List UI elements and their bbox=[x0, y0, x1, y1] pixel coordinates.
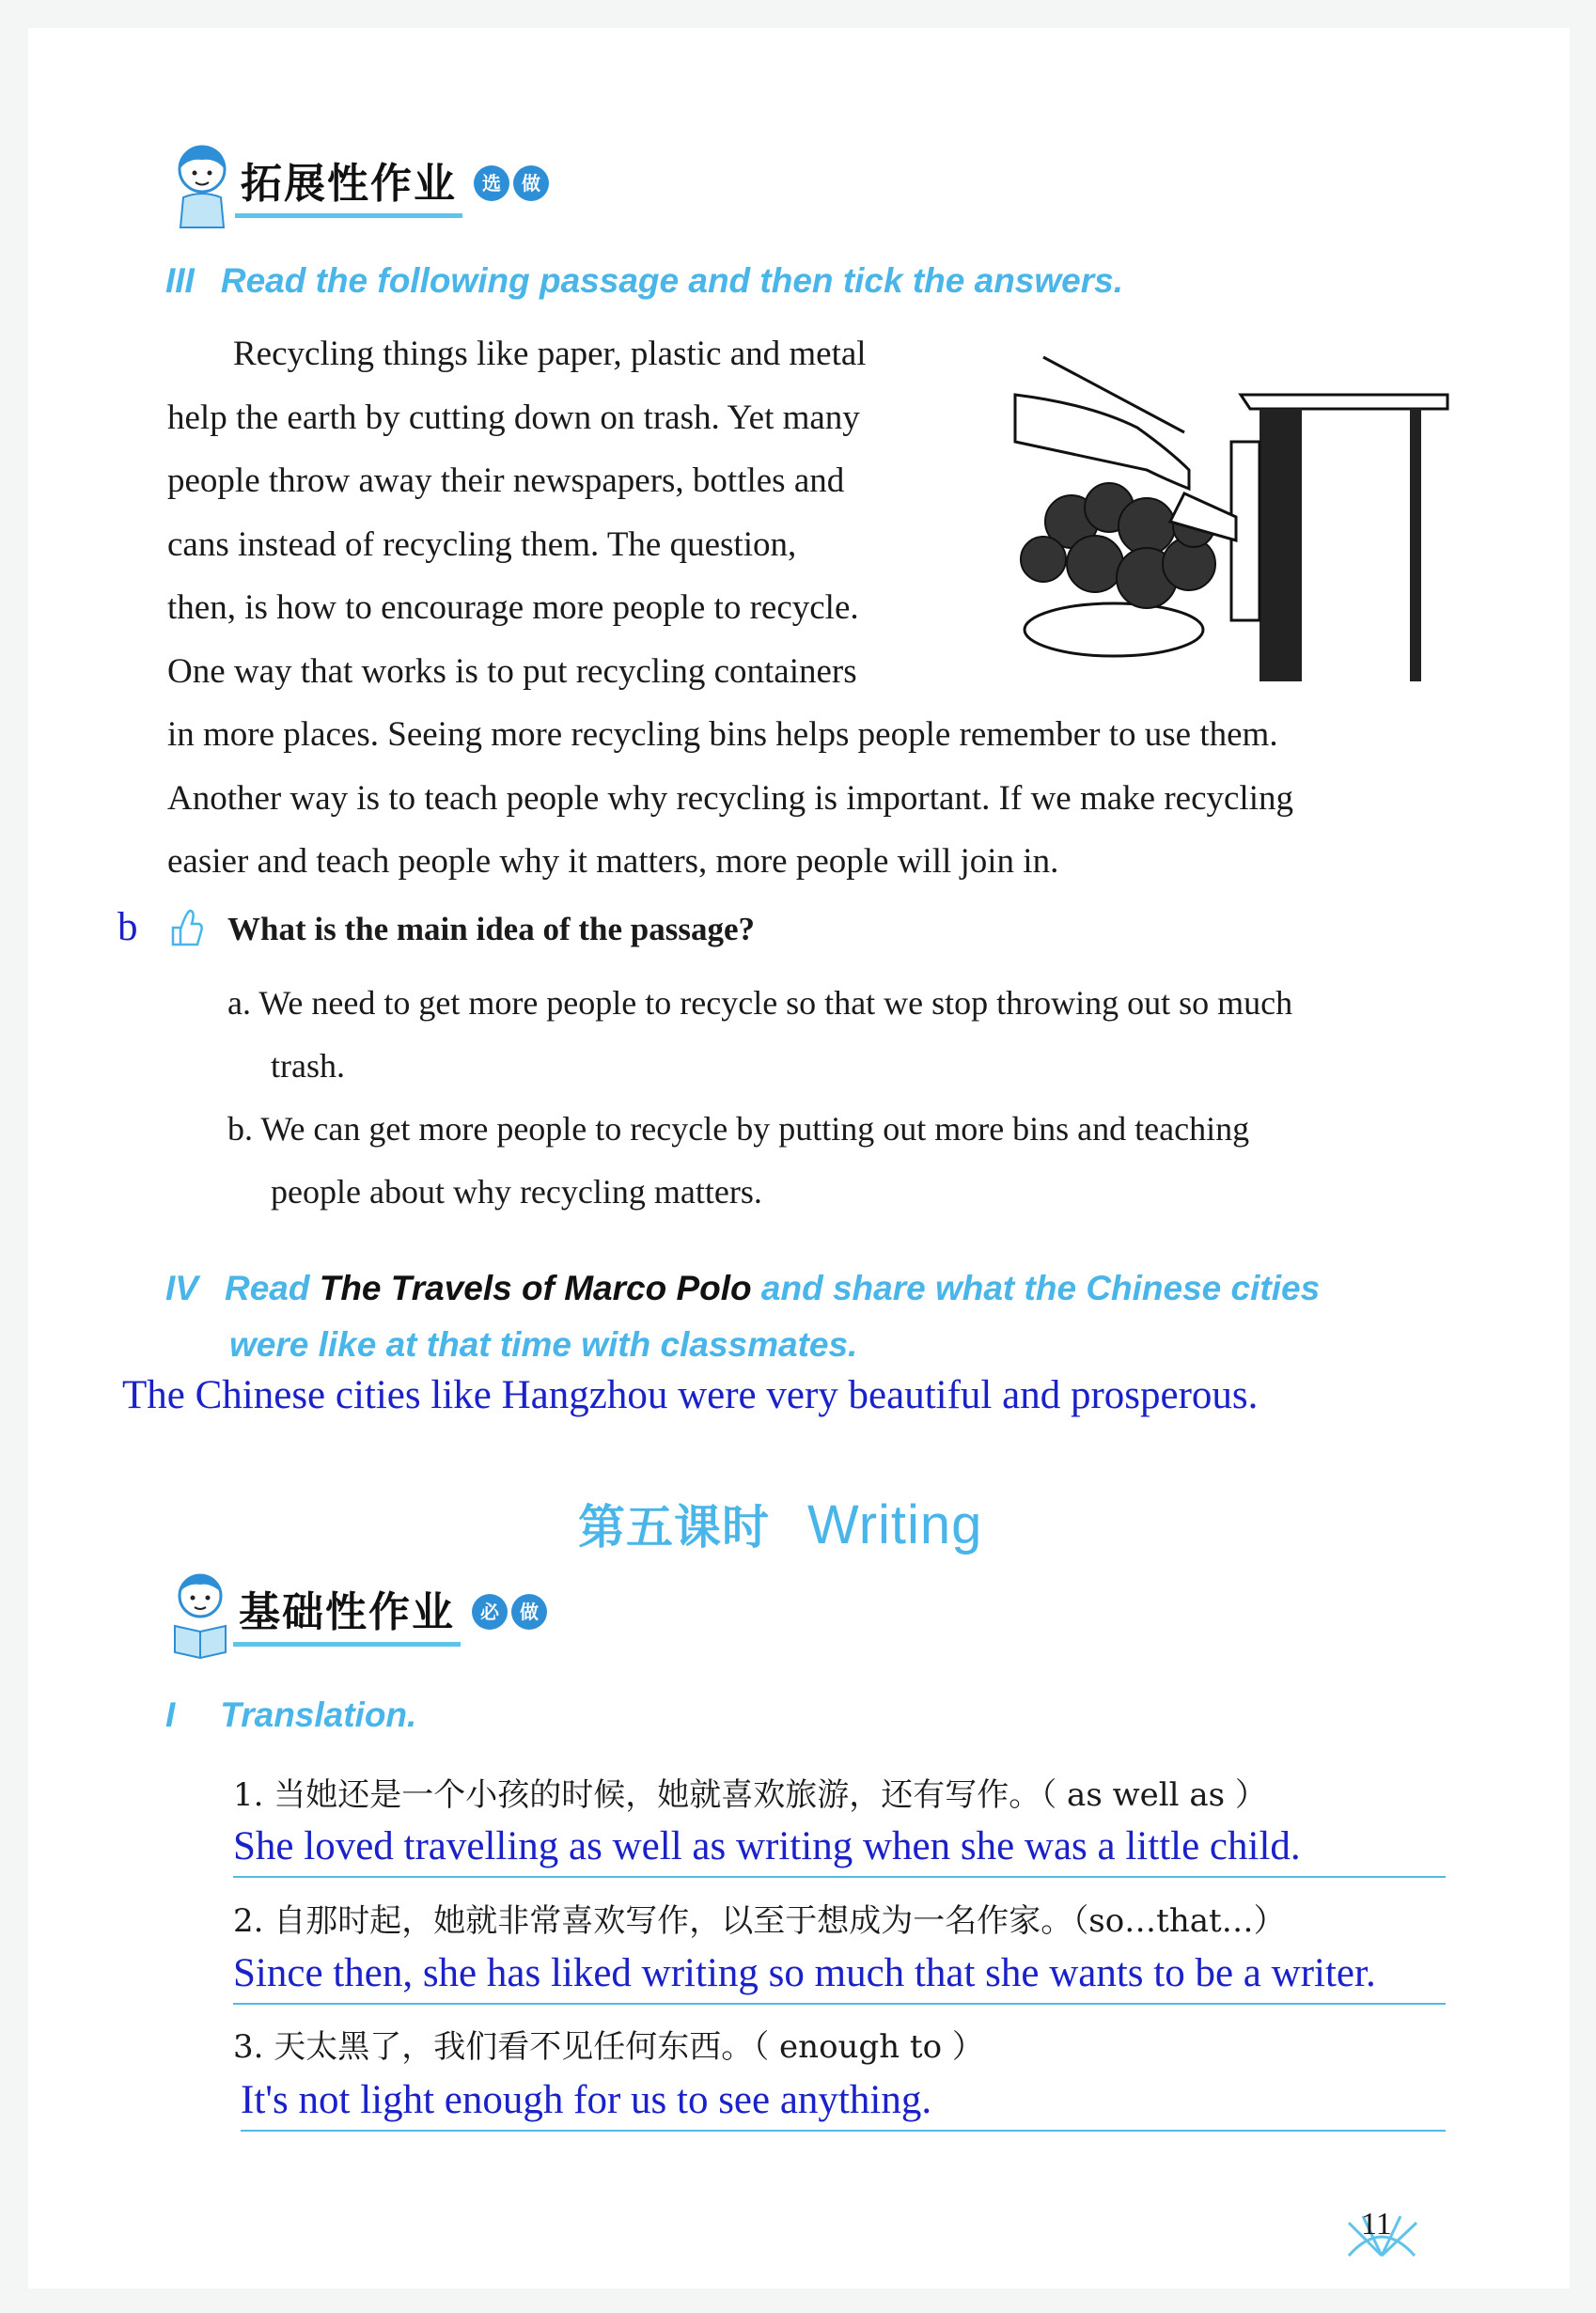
translation-prompt-2: 2. 自那时起，她就非常喜欢写作，以至于想成为一名作家。（so…that…） bbox=[233, 1902, 1286, 1940]
girl-mascot-icon bbox=[169, 141, 235, 226]
recycling-illustration bbox=[1006, 338, 1466, 681]
passage-line: Recycling things like paper, plastic and metal bbox=[233, 335, 867, 373]
section-header-extension bbox=[169, 141, 549, 226]
passage-line: help the earth by cutting down on trash. Yet many bbox=[167, 398, 860, 437]
passage-line: Another way is to teach people why recycling is important. If we make recycling bbox=[167, 778, 1293, 818]
exercise-4-instruction: IV Read The Travels of Marco Polo and share what the Chinese cities bbox=[165, 1269, 1321, 1307]
badge-optional: 选 bbox=[474, 165, 509, 201]
passage-line: in more places. Seeing more recycling bins helps people remember to use them. bbox=[167, 715, 1278, 754]
exercise-3-instruction: III Read the following passage and then tick the answers. bbox=[165, 261, 1124, 300]
page-number: 11 bbox=[1361, 2207, 1392, 2242]
translation-prompt-1: 1. 当她还是一个小孩的时候，她就喜欢旅游，还有写作。（ as well as ） bbox=[233, 1776, 1267, 1814]
section-title: 基础性作业 bbox=[233, 1578, 461, 1647]
badge-do: 做 bbox=[513, 165, 549, 201]
exercise-4-instruction-line2: were like at that time with classmates. bbox=[229, 1325, 858, 1364]
option-b: b. We can get more people to recycle by putting out more bins and teaching people about why recycling matters. bbox=[227, 1110, 1250, 1211]
section-title: 拓展性作业 bbox=[235, 149, 462, 218]
translation-instruction: I Translation. bbox=[165, 1696, 417, 1734]
lesson-title: 第五课时 Writing bbox=[578, 1494, 983, 1555]
boy-reading-icon bbox=[167, 1570, 233, 1654]
handwritten-answer-choice: b bbox=[117, 905, 138, 949]
passage-line: cans instead of recycling them. The question, bbox=[167, 524, 797, 564]
question-text: What is the main idea of the passage? bbox=[227, 911, 755, 947]
passage-top bbox=[167, 322, 952, 703]
answer-line-3: It's not light enough for us to see anything. bbox=[241, 2077, 1446, 2132]
badge-do: 做 bbox=[511, 1594, 547, 1630]
passage-bottom bbox=[167, 703, 1457, 894]
passage-line: then, is how to encourage more people to recycle. bbox=[167, 588, 859, 627]
badge-required: 必 bbox=[472, 1594, 508, 1630]
section-header-basic bbox=[167, 1570, 547, 1654]
answer-line-1: She loved travelling as well as writing when she was a little child. bbox=[233, 1823, 1446, 1878]
workbook-page bbox=[28, 28, 1570, 2289]
handwritten-answer-4: The Chinese cities like Hangzhou were very beautiful and prosperous. bbox=[122, 1373, 1259, 1417]
answer-line-2: Since then, she has liked writing so much that she wants to be a writer. bbox=[233, 1950, 1446, 2005]
passage-line: easier and teach people why it matters, more people will join in. bbox=[167, 842, 1059, 881]
passage-line: One way that works is to put recycling containers bbox=[167, 651, 857, 691]
translation-prompt-3: 3. 天太黑了，我们看不见任何东西。（ enough to ） bbox=[233, 2028, 984, 2066]
option-a: a. We need to get more people to recycle so that we stop throwing out so much trash. bbox=[227, 984, 1293, 1085]
tick-icon bbox=[167, 907, 205, 953]
passage-line: people throw away their newspapers, bottles and bbox=[167, 461, 845, 500]
